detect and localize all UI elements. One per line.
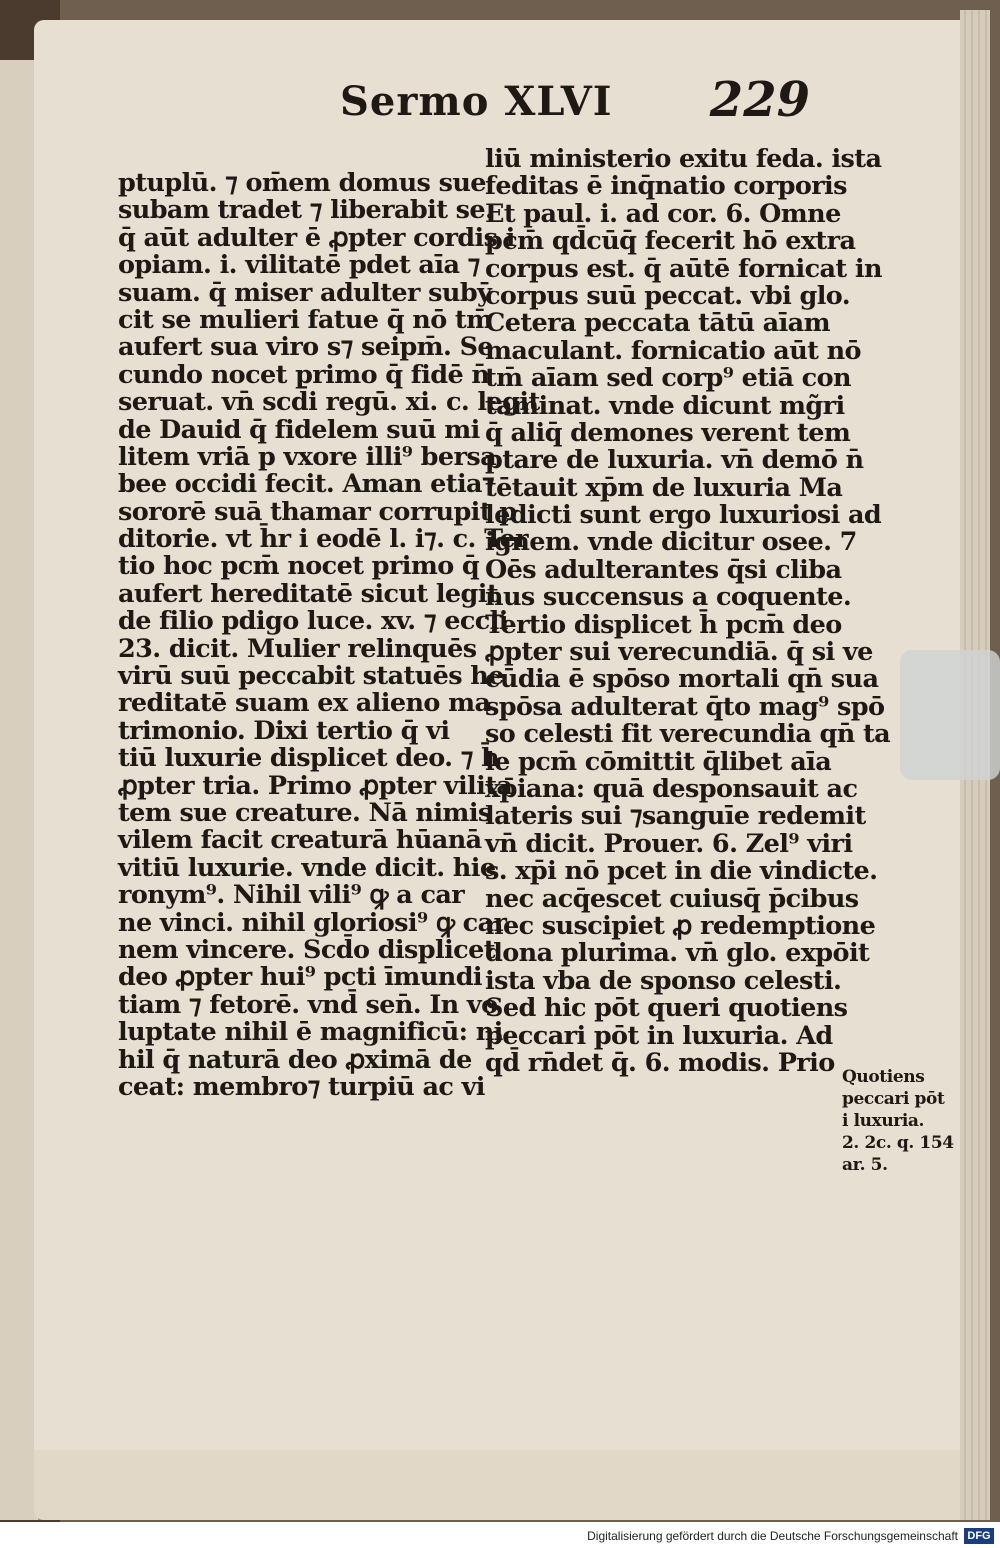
funding-credit: Digitalisierung gefördert durch die Deutsche Forschungsgemeinschaft: [587, 1529, 958, 1543]
text-line: subam tradet ⁊ liberabit se.: [118, 195, 494, 226]
text-line: xp̄iana: quā desponsauit ac: [485, 773, 858, 804]
text-line: maculant. fornicatio aūt nō: [485, 335, 861, 366]
running-head: [340, 72, 810, 142]
text-line: tiam ⁊ fetorē. vnd̄ sen̄. In vo: [118, 989, 498, 1020]
text-line: corpus suū peccat. vbi glo.: [485, 280, 851, 311]
text-line: cūdia ē spōso mortali qn̄ sua: [485, 664, 879, 695]
text-line: ceat: membro⁊ turpiū ac vi: [118, 1071, 485, 1102]
text-line: tm̄ aīam sed corp⁹ etiā con: [485, 363, 851, 394]
text-line: pcm̄ qd̄cūq̄ fecerit hō extra: [485, 226, 856, 257]
text-line: Oēs adulterantes q̄si cliba: [485, 554, 842, 585]
text-line: virū suū peccabit statuēs he: [118, 661, 504, 692]
text-line: aufert sua viro s⁊ seipm̄. Se: [118, 332, 494, 363]
marginal-line: i luxuria.: [842, 1111, 925, 1131]
marginal-line: 2. 2c. q. 154: [842, 1133, 954, 1153]
text-line: so celesti fit verecundia qn̄ ta: [485, 719, 891, 750]
footer-bar: [0, 1522, 1000, 1548]
text-line: seruat. vn̄ scd̄i regū. xi. c. legit: [118, 387, 540, 418]
text-line: bee occidi fecit. Aman etia⁊: [118, 469, 495, 500]
text-line: s. xp̄i nō pcet in die vindicte.: [485, 856, 878, 887]
running-head-title: Sermo XLVI: [340, 78, 613, 125]
text-line: sororē suā thamar corrupit p: [118, 496, 517, 527]
text-line: nus succensus a coquente.: [485, 582, 852, 613]
text-line: vitiū luxurie. vnde dicit. hie: [118, 852, 496, 883]
dfg-logo: DFG: [964, 1528, 994, 1544]
text-line: lateris sui ⁊sanguīe redemit: [485, 801, 866, 832]
page-number: 229: [709, 72, 810, 128]
text-line: opiam. i. vilitatē pdet aīa ⁊: [118, 250, 480, 281]
marginal-note: [842, 1066, 962, 1176]
text-line: corpus est. q̄ aūtē fornicat in: [485, 253, 882, 284]
text-line: Cetera peccata tātū aīam: [485, 308, 830, 339]
text-line: tiū luxurie displicet deo. ⁊ h̄: [118, 743, 500, 774]
text-line: feditas ē inq̄natio corporis: [485, 171, 847, 202]
text-line: nec suscipiet ꝓ redemptione: [485, 910, 876, 941]
text-line: ptuplū. ⁊ om̄em domus sue: [118, 168, 486, 198]
text-line: de filio pdigo luce. xv. ⁊ eccli: [118, 606, 508, 637]
marginal-line: Quotiens: [842, 1067, 925, 1087]
text-line: suam. q̄ miser adulter subȳ: [118, 277, 492, 308]
text-line: ronym⁹. Nihil vili⁹ ꝙ a car: [118, 880, 465, 911]
text-line: ptare de luxuria. vn̄ demō n̄: [485, 445, 864, 476]
text-line: tio hoc pcm̄ nocet primo q̄: [118, 551, 480, 582]
text-line: nec acq̄escet cuiusq̄ p̄cibus: [485, 883, 859, 914]
text-line: ista vba de sponso celesti.: [485, 965, 842, 996]
text-line: vilem facit creaturā hūanā: [118, 825, 482, 856]
text-line: taminat. vnde dicunt mg̃ri: [485, 390, 845, 421]
text-line: ne vinci. nihil gloriosi⁹ ꝙ car: [118, 907, 507, 938]
text-line: deo ꝓpter hui⁹ pcti īmundi: [118, 962, 483, 993]
text-line: Sed hic pōt queri quotiens: [485, 993, 848, 1024]
text-line: Tertio displicet h̄ pcm̄ deo: [485, 609, 842, 640]
text-line: aufert hereditatē sicut legit: [118, 578, 499, 609]
text-line: tem sue creature. Nā nimis: [118, 797, 492, 828]
text-line: 23. dicit. Mulier relinquēs: [118, 633, 477, 664]
right-text-column: [485, 144, 891, 1078]
text-line: ꝓpter tria. Primo ꝓpter vilita: [118, 770, 513, 801]
text-line: hil q̄ naturā deo ꝓximā de: [118, 1044, 472, 1075]
text-line: ignem. vnde dicitur osee. 7: [485, 527, 857, 558]
text-line: peccari pōt in luxuria. Ad: [485, 1020, 833, 1051]
text-line: trimonio. Dixi tertio q̄ vi: [118, 715, 450, 746]
text-line: luptate nihil ē magnificū: ni: [118, 1017, 503, 1048]
text-line: liū ministerio exitu feda. ista: [485, 144, 882, 174]
text-line: ꝓpter sui verecundiā. q̄ si ve: [485, 637, 873, 668]
text-line: dona plurima. vn̄ glo. expōit: [485, 938, 870, 969]
text-line: q̄ aliq̄ demones verent tem: [485, 417, 851, 448]
text-line: tētauit xp̄m de luxuria Ma: [485, 472, 843, 503]
left-text-column: [118, 168, 540, 1102]
text-line: qd̄ rn̄det q̄. 6. modis. Prio: [485, 1047, 835, 1078]
text-line: le pcm̄ cōmittit q̄libet aīa: [485, 746, 832, 777]
marginal-line: ar. 5.: [842, 1155, 888, 1175]
text-line: nem vincere. Scd̄o displicet: [118, 934, 495, 965]
text-line: spōsa adulterat q̄to mag⁹ spō: [485, 691, 885, 722]
text-line: litem vriā p vxore illi⁹ bersa: [118, 441, 497, 472]
text-line: de Dauid q̄ fidelem suū mi: [118, 414, 480, 445]
text-line: ledicti sunt ergo luxuriosi ad: [485, 500, 882, 531]
text-line: q̄ aūt adulter ē ꝓpter cordis i: [118, 222, 515, 253]
text-line: Et paul. i. ad cor. 6. Omne: [485, 198, 841, 229]
text-line: ditorie. vt h̄r i eodē l. i⁊. c. Ter: [118, 524, 529, 555]
text-line: cundo nocet primo q̄ fidē n̄: [118, 359, 490, 390]
marginal-line: peccari pōt: [842, 1089, 945, 1109]
text-line: reditatē suam ex alieno ma: [118, 688, 491, 719]
text-line: cit se mulieri fatue q̄ nō tm̄: [118, 304, 493, 335]
text-line: vn̄ dicit. Prouer. 6. Zel⁹ viri: [485, 828, 853, 859]
